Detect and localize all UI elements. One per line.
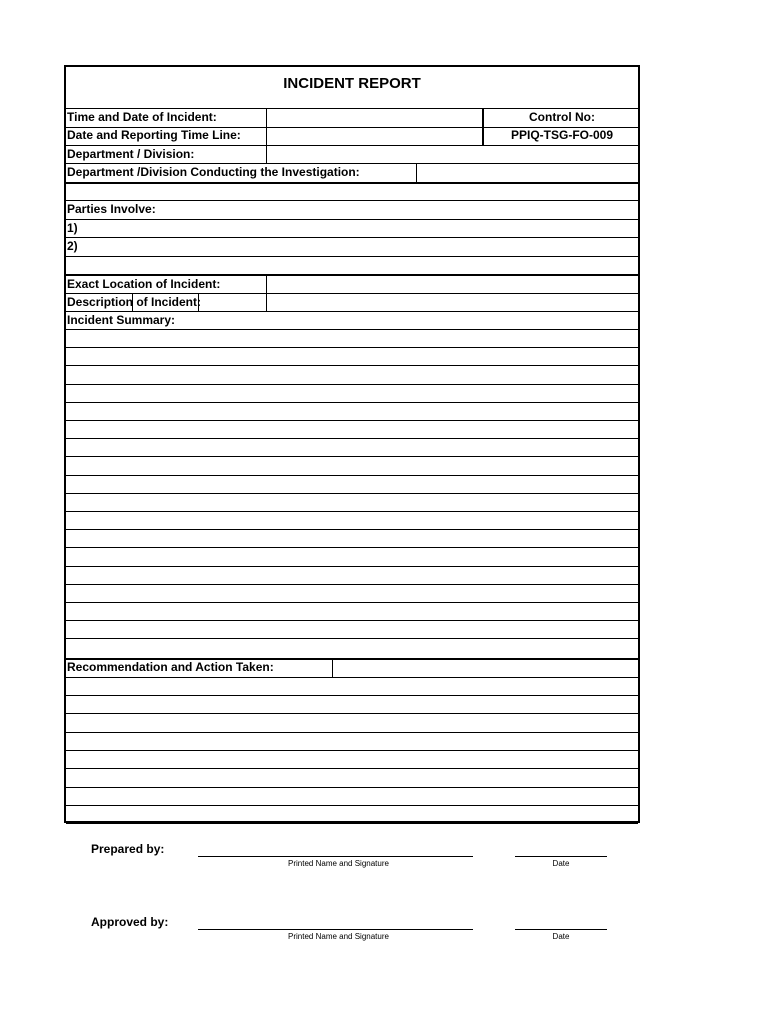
control-no-value: PPIQ-TSG-FO-009 [510,128,614,142]
writing-line-field[interactable] [67,788,639,805]
approved-name-caption: Printed Name and Signature [288,932,389,941]
summary-label: Incident Summary: [67,313,176,327]
divider [66,677,638,678]
time-date-label: Time and Date of Incident: [67,110,217,124]
writing-line-field[interactable] [67,824,639,841]
writing-line-field[interactable] [67,696,639,713]
divider [66,256,638,257]
writing-line-field[interactable] [67,330,639,347]
writing-line-field[interactable] [67,751,639,768]
prepared-by-label: Prepared by: [91,842,165,856]
writing-line-field[interactable] [67,567,639,584]
reporting-label: Date and Reporting Time Line: [67,128,241,142]
writing-line-field[interactable] [67,639,639,656]
writing-line-field[interactable] [67,621,639,638]
location-field[interactable] [267,276,639,293]
writing-line-field[interactable] [67,530,639,547]
reporting-field[interactable] [267,128,481,145]
writing-line-field[interactable] [67,457,639,474]
prepared-name-signature-line[interactable] [198,856,473,857]
approved-by-label: Approved by: [91,915,169,929]
description-label: Description of Incident: [67,295,202,309]
prepared-date-caption: Date [552,859,570,868]
location-label: Exact Location of Incident: [67,277,221,291]
form-title: INCIDENT REPORT [283,75,421,92]
recommendation-label: Recommendation and Action Taken: [67,660,274,674]
approved-date-line[interactable] [515,929,607,930]
writing-line-field[interactable] [67,548,639,565]
divider [66,182,638,184]
writing-line-field[interactable] [67,385,639,402]
description-field[interactable] [267,294,639,311]
incident-report-form [64,65,640,823]
investigation-field[interactable] [417,164,639,181]
writing-line-field[interactable] [67,512,639,529]
writing-line-field[interactable] [67,733,639,750]
recommendation-field[interactable] [333,660,639,677]
approved-name-signature-line[interactable] [198,929,473,930]
writing-line-field[interactable] [67,476,639,493]
writing-line-field[interactable] [67,806,639,823]
writing-line-field[interactable] [67,769,639,786]
time-date-field[interactable] [267,109,481,126]
writing-line-field[interactable] [67,585,639,602]
prepared-date-line[interactable] [515,856,607,857]
department-label: Department / Division: [67,147,195,161]
investigation-label: Department /Division Conducting the Investigation: [67,165,360,179]
writing-line-field[interactable] [67,603,639,620]
prepared-name-caption: Printed Name and Signature [288,859,389,868]
party-2-field[interactable] [84,238,639,255]
writing-line-field[interactable] [67,494,639,511]
writing-line-field[interactable] [67,348,639,365]
writing-line-field[interactable] [67,366,639,383]
writing-line-field[interactable] [67,439,639,456]
department-field[interactable] [267,146,639,163]
writing-line-field[interactable] [67,714,639,731]
approved-date-caption: Date [552,932,570,941]
party-1-label: 1) [67,221,78,235]
writing-line-field[interactable] [67,403,639,420]
party-2-label: 2) [67,239,78,253]
parties-label: Parties Involve: [67,202,156,216]
writing-line-field[interactable] [67,421,639,438]
party-1-field[interactable] [84,220,639,237]
control-no-label: Control No: [529,110,595,124]
